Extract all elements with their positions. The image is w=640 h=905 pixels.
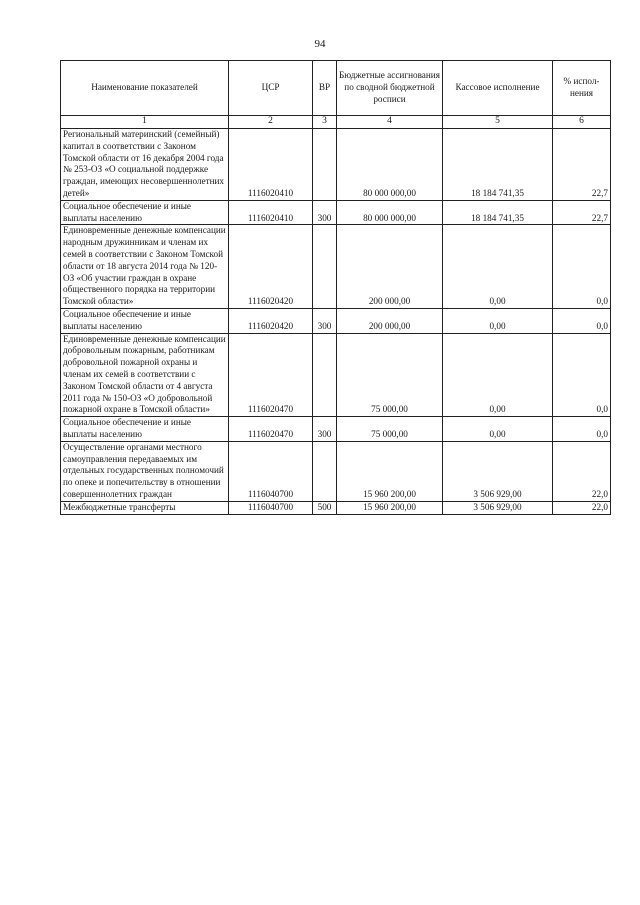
row-csr: 1116020410 (229, 200, 313, 225)
row-name: Социальное обеспечение и иные выплаты населению (61, 417, 229, 442)
table-row (61, 333, 611, 417)
row-vr: 500 (313, 501, 337, 514)
row-percent: 0,0 (553, 225, 611, 309)
row-budget: 80 000 000,00 (337, 129, 443, 201)
column-number: 1 (61, 116, 229, 129)
table-row (61, 417, 611, 442)
row-vr (313, 333, 337, 417)
row-budget: 200 000,00 (337, 225, 443, 309)
table-row (61, 441, 611, 501)
row-cash: 18 184 741,35 (443, 200, 553, 225)
row-cash: 0,00 (443, 333, 553, 417)
row-cash: 3 506 929,00 (443, 441, 553, 501)
row-budget: 75 000,00 (337, 333, 443, 417)
row-percent: 0,0 (553, 417, 611, 442)
column-number: 4 (337, 116, 443, 129)
row-cash: 0,00 (443, 417, 553, 442)
row-csr: 1116020470 (229, 333, 313, 417)
row-budget: 75 000,00 (337, 417, 443, 442)
row-csr: 1116020470 (229, 417, 313, 442)
row-budget: 200 000,00 (337, 308, 443, 333)
header-csr: ЦСР (229, 61, 313, 116)
budget-execution-table (60, 60, 611, 515)
row-csr: 1116020420 (229, 225, 313, 309)
column-number: 3 (313, 116, 337, 129)
table-row (61, 129, 611, 201)
row-name: Региональный материнский (семейный) капитал в соответствии с Законом Томской области от 16 декабря 2004 года № 253-ОЗ «О социальной поддержке граждан, имеющих несовершеннолетних детей» (61, 129, 229, 201)
table-row (61, 225, 611, 309)
row-cash: 0,00 (443, 225, 553, 309)
row-cash: 3 506 929,00 (443, 501, 553, 514)
row-cash: 0,00 (443, 308, 553, 333)
header-execution-percent: % испол-нения (553, 61, 611, 116)
row-name: Единовременные денежные компенсации добровольным пожарным, работникам добровольной пожарной охраны и членам их семей в соответствии с Законом Томской области от 4 августа 2011 года № 150-ОЗ «О добровольной пожарной охране в Томской области» (61, 333, 229, 417)
row-cash: 18 184 741,35 (443, 129, 553, 201)
header-vr: ВР (313, 61, 337, 116)
table-row (61, 200, 611, 225)
row-percent: 22,7 (553, 129, 611, 201)
row-vr (313, 441, 337, 501)
header-indicator-name: Наименование показателей (61, 61, 229, 116)
row-percent: 0,0 (553, 333, 611, 417)
row-budget: 80 000 000,00 (337, 200, 443, 225)
row-name: Единовременные денежные компенсации народным дружинникам и членам их семей в соответствии с Законом Томской области от 18 августа 2014 года № 120-ОЗ «Об участии граждан в охране общественного порядка на территории Томской области» (61, 225, 229, 309)
row-name: Межбюджетные трансферты (61, 501, 229, 514)
row-vr: 300 (313, 417, 337, 442)
row-vr: 300 (313, 200, 337, 225)
row-budget: 15 960 200,00 (337, 501, 443, 514)
page-number: 94 (314, 38, 326, 50)
row-percent: 22,0 (553, 501, 611, 514)
row-vr (313, 225, 337, 309)
header-cash-execution: Кассовое исполнение (443, 61, 553, 116)
header-budget-allocations: Бюджетные ассигнования по сводной бюджетной росписи (337, 61, 443, 116)
column-number: 5 (443, 116, 553, 129)
column-number: 2 (229, 116, 313, 129)
row-name: Осуществление органами местного самоуправления передаваемых им отдельных государственных полномочий по опеке и попечительству в отношении совершеннолетних граждан (61, 441, 229, 501)
row-name: Социальное обеспечение и иные выплаты населению (61, 200, 229, 225)
column-number: 6 (553, 116, 611, 129)
row-percent: 22,0 (553, 441, 611, 501)
column-number-row (61, 116, 611, 129)
row-vr (313, 129, 337, 201)
row-percent: 0,0 (553, 308, 611, 333)
table-row (61, 501, 611, 514)
row-csr: 1116040700 (229, 501, 313, 514)
table-header-row (61, 61, 611, 116)
table-row (61, 308, 611, 333)
row-csr: 1116020420 (229, 308, 313, 333)
row-percent: 22,7 (553, 200, 611, 225)
row-budget: 15 960 200,00 (337, 441, 443, 501)
row-csr: 1116020410 (229, 129, 313, 201)
row-vr: 300 (313, 308, 337, 333)
row-name: Социальное обеспечение и иные выплаты населению (61, 308, 229, 333)
row-csr: 1116040700 (229, 441, 313, 501)
